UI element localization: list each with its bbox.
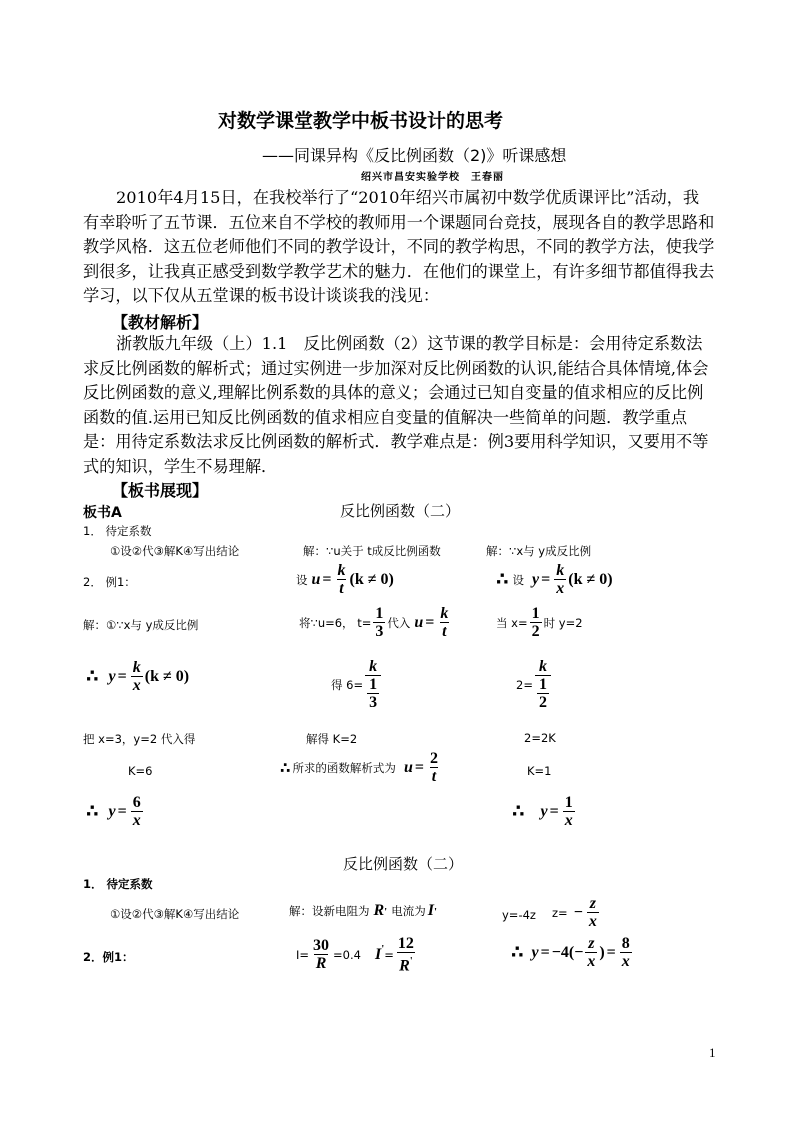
label-dairu: 代入 xyxy=(387,615,411,630)
formula-substitute-u xyxy=(299,605,452,640)
formula-6-eq-k-over-third xyxy=(331,658,383,711)
sym-y: y xyxy=(540,802,548,820)
label-dang: 当 x= xyxy=(496,615,528,630)
sym-eq: = xyxy=(425,613,435,631)
section-heading-analysis: 【教材解析】 xyxy=(112,313,209,332)
intro-text: 2010年4月15日，在我校举行了“2010年绍兴市属初中数学优质课评比”活动，我有幸聆听了五节课．五位来自不学校的教师用一个课题同台竞技，展现各自的教学思路和教学风格．这五位老师他们不同的教学设计，不同的教学构思，不同的教学方法，使我学到很多，让我真正感受到数学教学艺术的魅力．在他们的课堂上，有许多细节都值得我去学习，以下仅从五堂课的板书设计谈谈我的浅见： xyxy=(83,188,715,306)
frac-num: 2 xyxy=(429,750,438,767)
sym-y: y xyxy=(531,943,539,961)
board-a-badai: 把 x=3，y=2 代入得 xyxy=(83,732,196,746)
frac-den: t xyxy=(339,580,344,597)
frac-den: R xyxy=(315,955,327,973)
inner-den: 3 xyxy=(369,694,378,711)
section-heading-board: 【板书展现】 xyxy=(112,481,209,500)
frac-den: 2 xyxy=(531,623,540,640)
frac-num: k xyxy=(337,562,346,579)
therefore-icon: ∴ xyxy=(86,801,99,822)
board-a-twok: 2=2K xyxy=(524,731,556,745)
inner-num: 1 xyxy=(538,676,547,693)
frac-num: 30 xyxy=(313,937,330,955)
formula-y-6-over-x xyxy=(86,794,145,829)
den-prime: ' xyxy=(409,956,413,967)
board-b-title: 反比例函数（二） xyxy=(343,855,464,873)
fraction-k-third xyxy=(365,658,381,711)
sym-eq: = xyxy=(549,802,559,820)
therefore-icon: ∴ xyxy=(512,801,525,822)
label-shi-y2: 时 y=2 xyxy=(543,615,583,630)
fraction-k-t xyxy=(438,605,450,640)
frac-den: t xyxy=(442,623,447,640)
board-b-sol xyxy=(289,902,437,920)
board-b-item1: 1． 待定系数 xyxy=(83,877,153,891)
formula-I-eq xyxy=(296,935,418,974)
label-de6: 得 6= xyxy=(331,677,364,692)
label-she2: 设 xyxy=(512,572,525,587)
cond-k-nonzero: (k ≠ 0) xyxy=(568,570,613,588)
frac-num: 6 xyxy=(132,794,141,811)
board-b-item2: 2．例1： xyxy=(83,950,134,964)
label-jiang: 将∵u=6， t= xyxy=(299,615,372,630)
intro-paragraph xyxy=(83,186,715,309)
label-current: 电流为 xyxy=(391,904,426,918)
frac-den: x xyxy=(588,913,597,930)
sym-close: ) xyxy=(599,943,605,961)
fraction-k-t xyxy=(336,562,348,597)
frac-num: k xyxy=(538,658,547,675)
sym-R: R xyxy=(373,902,385,919)
fraction-8-x xyxy=(620,935,632,970)
frac-den: x xyxy=(132,812,141,829)
fraction-z-x xyxy=(585,935,597,970)
frac-den: t xyxy=(431,768,437,785)
sym-minus: − xyxy=(573,903,583,921)
frac-den xyxy=(365,675,381,711)
frac-num: 12 xyxy=(397,935,414,952)
sym-u: u xyxy=(403,758,413,776)
page-title: 对数学课堂教学中板书设计的思考 xyxy=(218,110,504,132)
page-subtitle: ——同课异构《反比例函数（2)》听课感想 xyxy=(262,146,567,165)
board-a-k6: K=6 xyxy=(128,764,153,778)
therefore-icon: ∴ xyxy=(511,942,524,963)
formula-therefore-y-k-x xyxy=(86,659,189,694)
board-a-label: 板书A xyxy=(83,505,122,521)
den-R: R xyxy=(399,957,410,975)
frac-den: x xyxy=(621,953,630,970)
board-b-y4z: y=-4z xyxy=(502,908,536,922)
label-z-eq: z= xyxy=(552,905,568,920)
label-eq04: =0.4 xyxy=(333,947,361,962)
fraction-1-x xyxy=(563,794,575,829)
formula-y-k-over-x xyxy=(496,562,613,597)
label-I-eq: I= xyxy=(296,947,310,962)
fraction-6-x xyxy=(131,794,143,829)
board-a-sol-u: 解：∵u关于 t成反比例函数 xyxy=(303,544,441,558)
formula-y-1-over-x xyxy=(512,794,577,829)
sym-eq: = xyxy=(117,667,127,685)
sym-eq: = xyxy=(606,943,616,961)
frac-num: z xyxy=(589,895,596,912)
frac-den: x xyxy=(587,953,596,970)
frac-num: k xyxy=(132,659,141,676)
page-number: 1 xyxy=(709,1045,716,1060)
board-a-item2: 2． 例1： xyxy=(83,575,136,589)
formula-u-k-over-t xyxy=(296,562,394,597)
board-a-k1: K=1 xyxy=(527,764,552,778)
label-suoqiu: 所求的函数解析式为 xyxy=(292,760,396,775)
fraction-1-3 xyxy=(373,605,385,640)
board-b-steps: ①设②代③解K④写出结论 xyxy=(110,907,240,921)
sym-neg4: −4(− xyxy=(551,943,584,961)
sym-eq: = xyxy=(541,570,551,588)
board-a-sol-x: 解：∵x与 y成反比例 xyxy=(486,544,592,558)
sym-prime: ' xyxy=(384,906,388,918)
formula-y-eq-8-over-x xyxy=(511,935,634,970)
fraction-30-R xyxy=(311,937,331,972)
fraction-12-Rprime xyxy=(396,935,416,974)
fraction-k-half xyxy=(535,658,551,711)
therefore-icon: ∴ xyxy=(86,666,99,687)
frac-den xyxy=(397,952,414,974)
frac-num: z xyxy=(588,935,595,952)
board-a-jiede: 解得 K=2 xyxy=(306,732,358,746)
fraction-1-2 xyxy=(530,605,542,640)
board-a-item1: 1． 待定系数 xyxy=(83,524,152,538)
sym-prime: ' xyxy=(433,906,438,918)
sym-prime: ' xyxy=(381,943,385,955)
label-she: 设 xyxy=(296,572,308,587)
label-sol: 解：设新电阻为 xyxy=(289,904,370,918)
fraction-z-x xyxy=(587,895,599,930)
frac-num: 1 xyxy=(564,794,573,811)
sym-u: u xyxy=(414,613,424,631)
frac-num: 8 xyxy=(621,935,630,952)
fraction-k-x xyxy=(131,659,143,694)
therefore-icon: ∴ xyxy=(496,569,509,590)
therefore-icon: ∴ xyxy=(280,758,291,777)
cond-k-nonzero: (k ≠ 0) xyxy=(349,570,394,588)
sym-y: y xyxy=(532,570,540,588)
sym-eq: = xyxy=(414,758,424,776)
frac-num: k xyxy=(556,562,565,579)
frac-num: k xyxy=(369,658,378,675)
frac-den: x xyxy=(132,677,141,694)
author-line: 绍兴市昌安实验学校 王春丽 xyxy=(361,172,504,183)
board-a-title: 反比例函数（二） xyxy=(340,502,461,520)
cond-k-nonzero: (k ≠ 0) xyxy=(144,667,190,685)
sym-y: y xyxy=(108,802,116,820)
sym-I: I xyxy=(427,902,434,919)
inner-den: 2 xyxy=(538,694,547,711)
fraction-k-x xyxy=(554,562,566,597)
sym-eq: = xyxy=(117,802,127,820)
frac-num: k xyxy=(440,605,449,622)
formula-2-eq-k-over-half xyxy=(516,658,553,711)
sym-y: y xyxy=(108,667,116,685)
sym-eq: = xyxy=(540,943,550,961)
formula-result-u xyxy=(280,750,442,785)
sym-eq: = xyxy=(384,947,394,962)
label-two-eq: 2= xyxy=(516,677,533,692)
frac-den xyxy=(535,675,551,711)
board-a-steps: ①设②代③解K④写出结论 xyxy=(110,544,240,558)
frac-num: 1 xyxy=(375,605,384,622)
formula-z-eq-neg-z-x xyxy=(552,895,601,930)
frac-den: 3 xyxy=(375,623,384,640)
formula-when-x-half xyxy=(496,605,583,640)
analysis-text: 浙教版九年级（上）1.1 反比例函数（2）这节课的教学目标是：会用待定系数法求反比例函数的解析式；通过实例进一步加深对反比例函数的认识,能结合具体情境,体会反比例函数的意义,理解比例系数的具体的意义；会通过已知自变量的值求相应的反比例函数的值.运用已知反比例函数的值求相应自变量的值解决一些简单的问题．教学重点是：用待定系数法求反比例函数的解析式．教学难点是：例3要用科学知识，又要用不等式的知识，学生不易理解． xyxy=(83,334,709,476)
frac-den: x xyxy=(564,812,573,829)
sym-I: I xyxy=(374,945,382,963)
sym-u: u xyxy=(311,570,321,588)
fraction-2-t xyxy=(428,750,440,785)
board-a-jie1: 解：①∵x与 y成反比例 xyxy=(83,618,199,632)
frac-den: x xyxy=(556,580,565,597)
analysis-paragraph xyxy=(83,332,715,480)
frac-num: 1 xyxy=(531,605,540,622)
inner-num: 1 xyxy=(369,676,378,693)
sym-eq: = xyxy=(322,570,332,588)
